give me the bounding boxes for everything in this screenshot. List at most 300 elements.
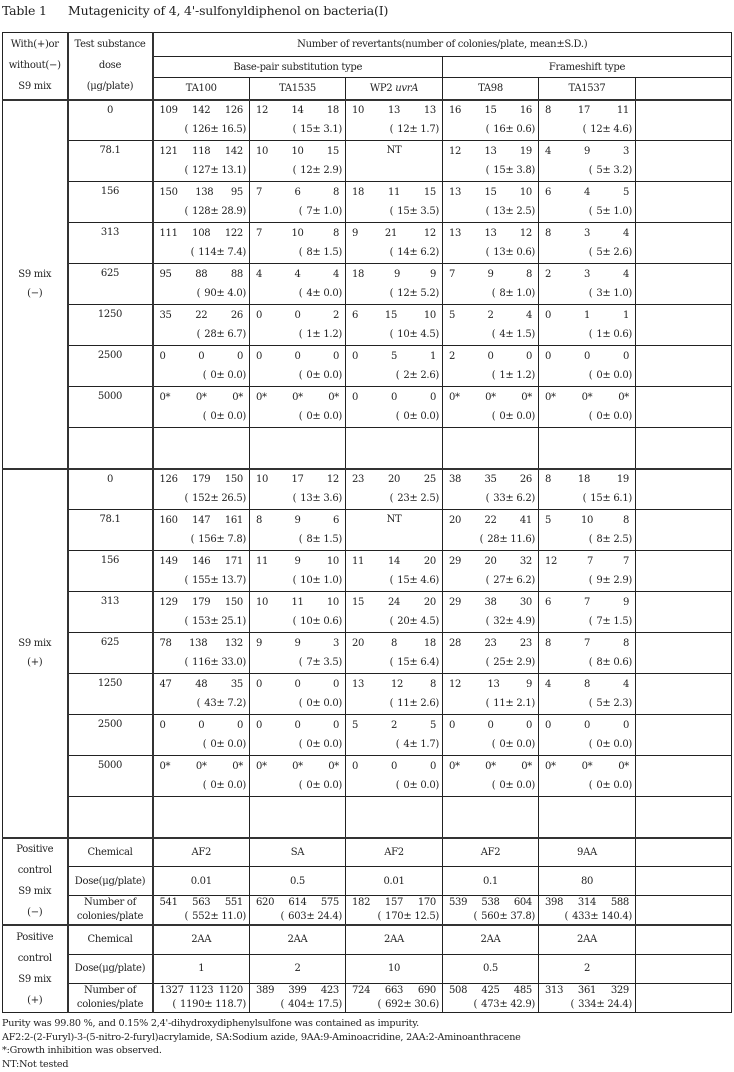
plate-count: 2 xyxy=(332,310,339,321)
empty-cell xyxy=(636,867,732,896)
mean-sd xyxy=(346,243,442,262)
plate-count: 8 xyxy=(429,679,436,690)
plate-count: 23 xyxy=(352,474,365,486)
plate-count: 539 xyxy=(449,897,468,908)
plus-minus: ± xyxy=(216,411,228,422)
plus-minus: ± xyxy=(505,616,517,627)
dose-row xyxy=(3,674,732,715)
plate-count: 179 xyxy=(192,474,211,486)
table-notes xyxy=(2,1017,521,1071)
plate-counts xyxy=(346,101,442,120)
plate-counts xyxy=(154,593,250,612)
sd-value: 1.2 xyxy=(323,329,339,340)
plate-count: 4 xyxy=(545,679,552,690)
plate-count: 0* xyxy=(159,761,171,772)
positive-control-label xyxy=(3,838,68,926)
sd-value: 3.6 xyxy=(323,493,339,505)
close-paren: ) xyxy=(338,911,342,922)
revertant-cell xyxy=(443,469,539,510)
mean-value: 692 xyxy=(385,998,404,1010)
pc-label-line: control xyxy=(17,865,52,877)
dose-row xyxy=(3,469,732,510)
plate-counts xyxy=(250,634,345,653)
plate-count: 0 xyxy=(256,310,263,321)
plate-count: 0 xyxy=(294,679,301,690)
pc-label-line: Positive xyxy=(16,844,54,856)
plate-count: 0 xyxy=(583,351,591,362)
plate-count: 109 xyxy=(159,105,178,117)
sd-value: 0.0 xyxy=(227,370,243,381)
plate-count: 7 xyxy=(622,556,629,567)
open-paren: ( xyxy=(190,247,195,258)
plus-minus: ± xyxy=(312,575,324,586)
mean-value: 10 xyxy=(300,575,313,586)
plate-counts xyxy=(539,306,635,325)
dose-row xyxy=(3,715,732,756)
plus-minus: ± xyxy=(602,780,614,791)
plate-count: 313 xyxy=(545,984,564,996)
mean-sd xyxy=(539,489,635,508)
close-paren: ) xyxy=(435,206,439,217)
plus-minus: ± xyxy=(505,165,517,176)
open-paren: ( xyxy=(292,493,297,505)
open-paren: ( xyxy=(280,911,285,922)
close-paren: ) xyxy=(531,247,535,258)
plate-count: 13 xyxy=(449,187,462,198)
sd-value: 118.7 xyxy=(215,998,243,1010)
plate-counts xyxy=(443,306,538,325)
dose-value: 156 xyxy=(68,182,153,223)
plate-count: 1123 xyxy=(189,984,214,996)
plate-counts xyxy=(154,306,250,325)
plate-counts xyxy=(443,101,538,120)
sd-value: 11.0 xyxy=(221,911,243,922)
mean-sd xyxy=(154,202,250,221)
revertant-cell xyxy=(346,387,443,428)
plus-minus: ± xyxy=(216,329,228,340)
plate-count: 620 xyxy=(256,897,275,908)
plate-counts xyxy=(154,183,250,202)
mean-value: 10 xyxy=(300,616,313,627)
sd-value: 13.1 xyxy=(221,165,243,176)
plus-minus: ± xyxy=(409,657,421,668)
close-paren: ) xyxy=(242,998,246,1010)
mean-value: 13 xyxy=(493,247,506,258)
dose-value: 313 xyxy=(68,223,153,264)
plate-count: 150 xyxy=(224,597,243,608)
close-paren: ) xyxy=(338,411,342,422)
mean-value: 12 xyxy=(397,124,410,136)
plate-count: 2 xyxy=(545,269,552,280)
mean-value: 334 xyxy=(578,998,597,1010)
dose-value: 78.1 xyxy=(68,141,153,182)
plate-count: 11 xyxy=(256,556,269,567)
dose-row xyxy=(3,182,732,223)
plate-count: 3 xyxy=(622,146,629,157)
plate-count: 398 xyxy=(545,897,564,908)
mean-value: 170 xyxy=(385,911,404,922)
revertant-cell xyxy=(346,346,443,387)
revertant-cell xyxy=(539,387,636,428)
pc-label-line: (+) xyxy=(27,994,43,1006)
plus-minus: ± xyxy=(602,247,614,258)
sd-value: 0.0 xyxy=(323,698,339,709)
not-tested-label: NT xyxy=(386,145,402,156)
revertant-cell xyxy=(443,141,539,182)
dose-row xyxy=(3,551,732,592)
mean-value: 0 xyxy=(596,739,603,750)
plus-minus: ± xyxy=(602,698,614,709)
plus-minus: ± xyxy=(210,493,222,505)
open-paren: ( xyxy=(292,575,297,586)
plate-counts xyxy=(346,388,442,407)
open-paren: ( xyxy=(473,998,478,1010)
plus-minus: ± xyxy=(216,534,228,545)
dose-value: 1250 xyxy=(68,305,153,346)
close-paren: ) xyxy=(242,165,246,176)
revertant-cell xyxy=(346,633,443,674)
plus-minus: ± xyxy=(499,534,511,545)
mean-sd xyxy=(346,120,442,139)
plate-count: 15 xyxy=(352,597,365,608)
mean-sd xyxy=(443,407,538,426)
open-paren: ( xyxy=(491,780,496,791)
plate-count: 10 xyxy=(519,187,532,198)
plate-count: 19 xyxy=(519,146,532,157)
plate-count: 0 xyxy=(487,351,494,362)
plus-minus: ± xyxy=(312,616,324,627)
revertant-cell xyxy=(443,305,539,346)
open-paren: ( xyxy=(377,998,382,1010)
mean-sd xyxy=(539,325,635,344)
mean-value: 28 xyxy=(204,329,217,340)
mean-sd xyxy=(250,407,345,426)
row-label-colonies xyxy=(68,896,153,926)
sd-value: 0.0 xyxy=(323,780,339,791)
mean-value: 23 xyxy=(397,493,410,505)
revertant-cell xyxy=(346,264,443,305)
sd-value: 25.1 xyxy=(221,616,243,627)
close-paren: ) xyxy=(531,329,535,340)
mean-value: 12 xyxy=(300,165,313,176)
revertant-cell xyxy=(346,592,443,633)
mean-sd xyxy=(443,161,538,180)
mean-value: 15 xyxy=(493,165,506,176)
plate-counts xyxy=(154,634,250,653)
empty-cell xyxy=(636,346,732,387)
plate-counts xyxy=(154,388,250,407)
mean-value: 0 xyxy=(306,411,313,422)
revertant-cell xyxy=(539,592,636,633)
mean-sd xyxy=(443,571,538,590)
plate-count: 485 xyxy=(513,984,532,996)
plate-count: 0 xyxy=(236,351,243,362)
mean-sd xyxy=(250,161,345,180)
plate-counts xyxy=(539,896,635,910)
plate-count: 13 xyxy=(487,679,500,690)
mean-sd xyxy=(154,776,250,795)
plate-count: 24 xyxy=(387,597,401,608)
plate-count: 0 xyxy=(545,310,552,321)
sd-value: 0.0 xyxy=(227,780,243,791)
sd-value: 4.0 xyxy=(227,288,243,299)
plate-counts xyxy=(443,896,538,910)
mean-sd xyxy=(154,120,250,139)
plus-minus: ± xyxy=(602,739,614,750)
revertant-cell xyxy=(539,510,636,551)
close-paren: ) xyxy=(628,575,632,586)
plus-minus: ± xyxy=(216,370,228,381)
plate-counts xyxy=(154,716,250,735)
plus-minus: ± xyxy=(602,616,614,627)
plate-count: 15 xyxy=(484,105,497,117)
revertant-cell xyxy=(346,674,443,715)
plate-count: 3 xyxy=(583,228,591,239)
plate-count: 0 xyxy=(622,351,629,362)
sd-value: 0.0 xyxy=(420,780,436,791)
header-s9-mix xyxy=(3,33,68,100)
empty-cell xyxy=(636,674,732,715)
close-paren: ) xyxy=(628,657,632,668)
close-paren: ) xyxy=(531,493,535,505)
plate-count: 4 xyxy=(545,146,552,157)
revertant-cell xyxy=(250,797,346,838)
plus-minus: ± xyxy=(312,124,324,136)
plus-minus: ± xyxy=(312,165,324,176)
plate-count: 15 xyxy=(326,146,339,157)
plate-count: 314 xyxy=(577,897,597,908)
plate-counts xyxy=(443,511,538,530)
revertant-cell xyxy=(443,715,539,756)
group-label xyxy=(3,100,68,469)
mean-sd xyxy=(539,202,635,221)
plate-counts xyxy=(539,552,635,571)
plate-count: 575 xyxy=(320,897,339,908)
close-paren: ) xyxy=(531,534,535,545)
mean-value: 28 xyxy=(487,534,500,545)
mean-value: 1190 xyxy=(180,998,205,1010)
revertant-cell xyxy=(153,141,250,182)
mean-sd xyxy=(250,530,345,549)
plate-counts xyxy=(250,984,345,998)
plate-count: 7 xyxy=(583,638,591,649)
plate-counts xyxy=(250,224,345,243)
revertant-cell xyxy=(153,428,250,469)
row-label-dose: Dose(μg/plate) xyxy=(68,867,153,896)
plus-minus: ± xyxy=(602,534,614,545)
mean-value: 153 xyxy=(192,616,211,627)
close-paren: ) xyxy=(338,739,342,750)
mean-sd xyxy=(250,735,345,754)
sd-value: 1.2 xyxy=(516,370,532,381)
pc-chemical: 2AA xyxy=(153,925,250,954)
plate-count: 3 xyxy=(583,269,591,280)
mean-value: 16 xyxy=(493,124,506,136)
open-paren: ( xyxy=(485,124,490,136)
plate-count: 0* xyxy=(232,761,243,772)
mean-value: 0 xyxy=(210,370,217,381)
sd-value: 1.0 xyxy=(323,575,339,586)
open-paren: ( xyxy=(491,329,496,340)
plate-count: 22 xyxy=(195,310,208,321)
sd-value: 1.7 xyxy=(420,124,436,136)
open-paren: ( xyxy=(588,698,593,709)
plus-minus: ± xyxy=(210,124,222,136)
plate-count: 18 xyxy=(352,269,365,280)
plate-count: 18 xyxy=(326,105,339,117)
mean-sd xyxy=(346,366,442,385)
open-paren: ( xyxy=(491,370,496,381)
group-label-line: S9 mix xyxy=(18,269,52,280)
mean-sd xyxy=(539,910,635,924)
plate-count: 4 xyxy=(622,228,629,239)
revertant-cell xyxy=(346,715,443,756)
revertant-cell xyxy=(346,182,443,223)
plate-count: 7 xyxy=(256,187,263,198)
plate-count: 0 xyxy=(332,351,339,362)
plus-minus: ± xyxy=(409,206,421,217)
open-paren: ( xyxy=(564,911,569,922)
plus-minus: ± xyxy=(505,575,517,586)
empty-cell xyxy=(636,510,732,551)
mean-value: 5 xyxy=(596,206,603,217)
revertant-cell xyxy=(153,896,250,926)
pc-dose: 0.1 xyxy=(443,867,539,896)
sd-value: 7.2 xyxy=(227,698,243,709)
plus-minus: ± xyxy=(505,329,517,340)
plate-counts xyxy=(154,101,250,120)
mean-value: 4 xyxy=(499,329,506,340)
open-paren: ( xyxy=(184,657,189,668)
table-title: Mutagenicity of 4, 4'-sulfonyldiphenol on bacteria(I) xyxy=(68,3,389,18)
mean-sd xyxy=(154,735,250,754)
pc-chemical: 9AA xyxy=(539,838,636,867)
mean-sd xyxy=(154,653,250,672)
plate-counts xyxy=(539,634,635,653)
note-abbreviations: AF2:2-(2-Furyl)-3-(5-nitro-2-furyl)acrylamide, SA:Sodium azide, 9AA:9-Aminoacridine, 2AA:2-Aminoanthracene xyxy=(2,1031,521,1043)
plate-counts xyxy=(250,306,345,325)
plus-minus: ± xyxy=(602,657,614,668)
revertant-cell xyxy=(153,223,250,264)
plate-counts xyxy=(443,675,538,694)
plate-count: 12 xyxy=(449,146,462,157)
pc-dose: 2 xyxy=(539,954,636,983)
revertant-cell xyxy=(346,896,443,926)
mean-sd xyxy=(154,284,250,303)
plate-count: 21 xyxy=(384,228,398,239)
row-label-chemical: Chemical xyxy=(68,838,153,867)
open-paren: ( xyxy=(395,739,400,750)
plate-count: 0* xyxy=(618,761,629,772)
plate-counts xyxy=(250,675,345,694)
mean-value: 1 xyxy=(596,329,603,340)
close-paren: ) xyxy=(628,534,632,545)
cell-spacer xyxy=(346,529,442,548)
sd-value: 1.0 xyxy=(613,288,629,299)
plate-counts xyxy=(443,716,538,735)
plus-minus: ± xyxy=(312,739,324,750)
plate-count: 18 xyxy=(352,187,365,198)
revertant-cell xyxy=(250,510,346,551)
plate-counts xyxy=(154,675,250,694)
revertant-cell xyxy=(539,182,636,223)
mean-sd xyxy=(443,284,538,303)
empty-cell xyxy=(636,551,732,592)
plate-counts xyxy=(250,716,345,735)
mean-value: 0 xyxy=(210,780,217,791)
plus-minus: ± xyxy=(505,657,517,668)
plate-counts xyxy=(250,388,345,407)
empty-cell xyxy=(636,469,732,510)
open-paren: ( xyxy=(588,288,593,299)
mean-sd xyxy=(346,489,442,508)
mean-sd xyxy=(346,653,442,672)
plus-minus: ± xyxy=(210,616,222,627)
plate-count: 614 xyxy=(288,897,307,908)
close-paren: ) xyxy=(242,124,246,136)
dose-value xyxy=(68,428,153,469)
empty-cell xyxy=(636,954,732,983)
mean-sd xyxy=(250,694,345,713)
mean-sd xyxy=(250,202,345,221)
mean-sd xyxy=(443,776,538,795)
mean-value: 8 xyxy=(596,657,603,668)
plate-count: 11 xyxy=(387,187,401,198)
plate-count: 35 xyxy=(159,310,172,321)
mean-value: 8 xyxy=(499,288,506,299)
plate-count: 8 xyxy=(390,638,398,649)
open-paren: ( xyxy=(485,247,490,258)
sd-value: 6.1 xyxy=(613,493,629,505)
sd-value: 0.0 xyxy=(323,288,339,299)
plate-count: 18 xyxy=(423,638,436,649)
plate-count: 690 xyxy=(417,984,436,996)
plate-count: 5 xyxy=(449,310,456,321)
plate-count: 0 xyxy=(236,720,243,731)
plate-counts xyxy=(346,634,442,653)
close-paren: ) xyxy=(628,998,632,1010)
plate-count: 149 xyxy=(159,556,178,567)
mean-value: 0 xyxy=(499,739,506,750)
mean-sd xyxy=(539,612,635,631)
plate-count: 0* xyxy=(292,392,303,403)
plate-count: 8 xyxy=(545,228,552,239)
plate-count: 25 xyxy=(423,474,436,486)
group-label-line: (−) xyxy=(27,288,43,299)
plate-count: 95 xyxy=(159,269,172,280)
pc-label-line: control xyxy=(17,952,52,964)
header-strain: TA1537 xyxy=(539,78,636,100)
plate-count: 4 xyxy=(294,269,301,280)
close-paren: ) xyxy=(531,124,535,136)
sd-value: 12.5 xyxy=(414,911,436,922)
pc-dose: 0.01 xyxy=(346,867,443,896)
revertant-cell xyxy=(153,983,250,1012)
plus-minus: ± xyxy=(602,411,614,422)
plate-count: 13 xyxy=(352,679,365,690)
dose-value: 5000 xyxy=(68,756,153,797)
mean-value: 7 xyxy=(596,616,603,627)
plate-count: 170 xyxy=(417,897,436,908)
revertant-cell xyxy=(443,346,539,387)
plate-count: 0 xyxy=(294,351,301,362)
plate-count: 78 xyxy=(159,638,172,649)
plate-count: 724 xyxy=(352,984,371,996)
open-paren: ( xyxy=(292,616,297,627)
close-paren: ) xyxy=(338,165,342,176)
open-paren: ( xyxy=(196,288,201,299)
plate-count: 0 xyxy=(294,720,301,731)
